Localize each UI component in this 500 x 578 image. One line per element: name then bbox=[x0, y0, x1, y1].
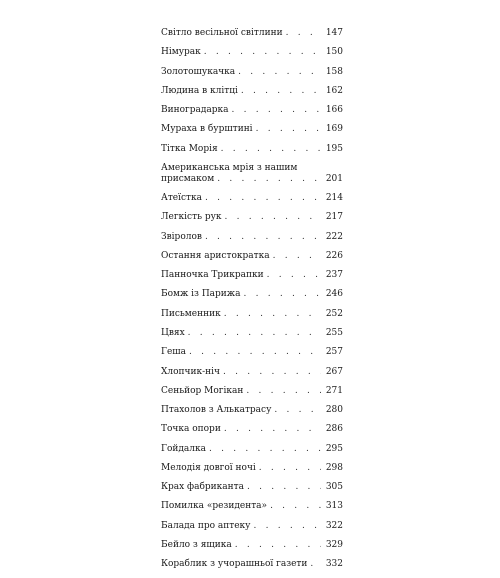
dot-leader bbox=[253, 521, 321, 532]
dot-leader bbox=[189, 347, 321, 358]
toc-entry bbox=[161, 193, 343, 212]
dot-leader bbox=[225, 212, 321, 223]
toc-entry-title: Атеїстка bbox=[161, 193, 203, 204]
toc-entry-title: Німурак bbox=[161, 47, 201, 58]
dot-leader bbox=[310, 559, 321, 570]
toc-entry bbox=[161, 501, 343, 520]
toc-entry bbox=[161, 328, 343, 347]
dot-leader bbox=[259, 463, 321, 474]
toc-entry-page: 295 bbox=[325, 443, 343, 454]
toc-entry bbox=[161, 67, 343, 86]
toc-entry-page: 169 bbox=[325, 124, 343, 135]
toc-entry bbox=[161, 540, 343, 559]
dot-leader bbox=[232, 105, 321, 116]
toc-entry-page: 195 bbox=[325, 143, 343, 154]
dot-leader bbox=[238, 67, 321, 78]
toc-entry-title: Птахолов з Алькатрасу bbox=[161, 405, 272, 416]
toc-entry bbox=[161, 124, 343, 143]
toc-entry-title-continued: присмаком bbox=[161, 173, 215, 184]
dot-leader bbox=[205, 232, 321, 243]
toc-entry-title: Тітка Морія bbox=[161, 143, 218, 154]
dot-leader bbox=[205, 193, 321, 204]
toc-entry bbox=[161, 270, 343, 289]
toc-entry-page: 162 bbox=[325, 85, 343, 96]
toc-entry bbox=[161, 424, 343, 443]
dot-leader bbox=[256, 124, 321, 135]
toc-entry bbox=[161, 163, 343, 193]
toc-entry-title: Сеньйор Могікан bbox=[161, 385, 244, 396]
toc-entry-title: Хлопчик-ніч bbox=[161, 366, 220, 377]
toc-entry-title: Легкість рук bbox=[161, 212, 222, 223]
dot-leader bbox=[224, 309, 321, 320]
toc-entry bbox=[161, 105, 343, 124]
toc-entry bbox=[161, 289, 343, 308]
toc-entry-page: 255 bbox=[325, 327, 343, 338]
dot-leader bbox=[188, 328, 321, 339]
toc-entry-title: Точка опори bbox=[161, 424, 221, 435]
toc-entry-title: Виноградарка bbox=[161, 105, 229, 116]
toc-entry-page: 252 bbox=[325, 308, 343, 319]
toc-entry-title-block bbox=[161, 163, 325, 185]
toc-entry-title: Балада про аптеку bbox=[161, 520, 251, 531]
dot-leader bbox=[209, 444, 321, 455]
toc-entry bbox=[161, 251, 343, 270]
toc-entry bbox=[161, 47, 343, 66]
toc-entry-page: 147 bbox=[325, 28, 343, 38]
toc-entry-page: 298 bbox=[325, 462, 343, 473]
toc-entry-title: Кораблик з учорашньої газети bbox=[161, 559, 308, 570]
toc-entry-title: Мелодія довгої ночі bbox=[161, 462, 256, 473]
toc-entry-title: Помилка «резидента» bbox=[161, 501, 268, 512]
toc-entry bbox=[161, 386, 343, 405]
toc-entry bbox=[161, 86, 343, 105]
toc-entry-page: 286 bbox=[325, 424, 343, 435]
toc-entry-page: 214 bbox=[325, 193, 343, 204]
toc-entry-page: 305 bbox=[325, 482, 343, 493]
toc-entry-title: Гойдалка bbox=[161, 443, 206, 454]
toc-entry bbox=[161, 367, 343, 386]
toc-entry-title: Мураха в бурштині bbox=[161, 124, 253, 135]
dot-leader bbox=[246, 386, 321, 397]
toc-entry bbox=[161, 463, 343, 482]
toc-entry-title: Бейло з ящика bbox=[161, 539, 232, 550]
toc-entry bbox=[161, 347, 343, 366]
toc-entry-page: 257 bbox=[325, 347, 343, 358]
toc-entry-page: 217 bbox=[325, 212, 343, 223]
dot-leader bbox=[243, 289, 321, 300]
dot-leader bbox=[221, 144, 321, 155]
dot-leader bbox=[273, 251, 321, 262]
toc-entry-page: 329 bbox=[325, 539, 343, 550]
toc-entry bbox=[161, 559, 343, 578]
dot-leader bbox=[224, 424, 321, 435]
toc-entry-title: Людина в клітці bbox=[161, 85, 238, 96]
toc-entry bbox=[161, 232, 343, 251]
toc-entry bbox=[161, 444, 343, 463]
dot-leader bbox=[274, 405, 321, 416]
dot-leader bbox=[286, 28, 321, 39]
dot-leader bbox=[267, 270, 321, 281]
toc-entry-page: 222 bbox=[325, 231, 343, 242]
toc-entry bbox=[161, 405, 343, 424]
toc-entry-page: 246 bbox=[325, 289, 343, 300]
toc-entry-page: 150 bbox=[325, 47, 343, 58]
toc-entry-title: Світло весільної світлини bbox=[161, 28, 283, 38]
toc-entry bbox=[161, 144, 343, 163]
toc-entry bbox=[161, 309, 343, 328]
toc-entry-page: 158 bbox=[325, 66, 343, 77]
toc-entry-page: 201 bbox=[325, 173, 343, 184]
dot-leader bbox=[223, 367, 321, 378]
toc-entry-title: Звіролов bbox=[161, 231, 202, 242]
toc-entry-page: 280 bbox=[325, 405, 343, 416]
toc-entry-title: Крах фабриканта bbox=[161, 482, 244, 493]
toc-entry-page: 332 bbox=[325, 559, 343, 570]
toc-entry bbox=[161, 521, 343, 540]
dot-leader bbox=[270, 501, 321, 512]
toc-entry-page: 322 bbox=[325, 520, 343, 531]
dot-leader bbox=[217, 174, 321, 185]
toc-entry-title: Письменник bbox=[161, 308, 221, 319]
toc-entry-title: Бомж із Парижа bbox=[161, 289, 241, 300]
toc-entry bbox=[161, 212, 343, 231]
dot-leader bbox=[247, 482, 321, 493]
toc-entry-title: Панночка Трикрапки bbox=[161, 270, 264, 281]
table-of-contents bbox=[161, 28, 343, 578]
toc-entry-title: Остання аристократка bbox=[161, 250, 270, 261]
toc-entry bbox=[161, 482, 343, 501]
toc-entry-page: 271 bbox=[325, 385, 343, 396]
toc-entry-title: Американська мрія з нашим bbox=[161, 162, 298, 173]
dot-leader bbox=[241, 86, 321, 97]
toc-entry bbox=[161, 28, 343, 47]
toc-entry-page: 226 bbox=[325, 250, 343, 261]
toc-entry-title: Цвях bbox=[161, 327, 185, 338]
dot-leader bbox=[204, 47, 321, 58]
toc-entry-title: Золотошукачка bbox=[161, 66, 236, 77]
toc-entry-title: Геша bbox=[161, 347, 187, 358]
toc-entry-page: 313 bbox=[325, 501, 343, 512]
dot-leader bbox=[235, 540, 321, 551]
toc-entry-page: 166 bbox=[325, 105, 343, 116]
toc-entry-page: 267 bbox=[325, 366, 343, 377]
toc-entry-page: 237 bbox=[325, 270, 343, 281]
toc-entry-title-line bbox=[161, 174, 325, 185]
